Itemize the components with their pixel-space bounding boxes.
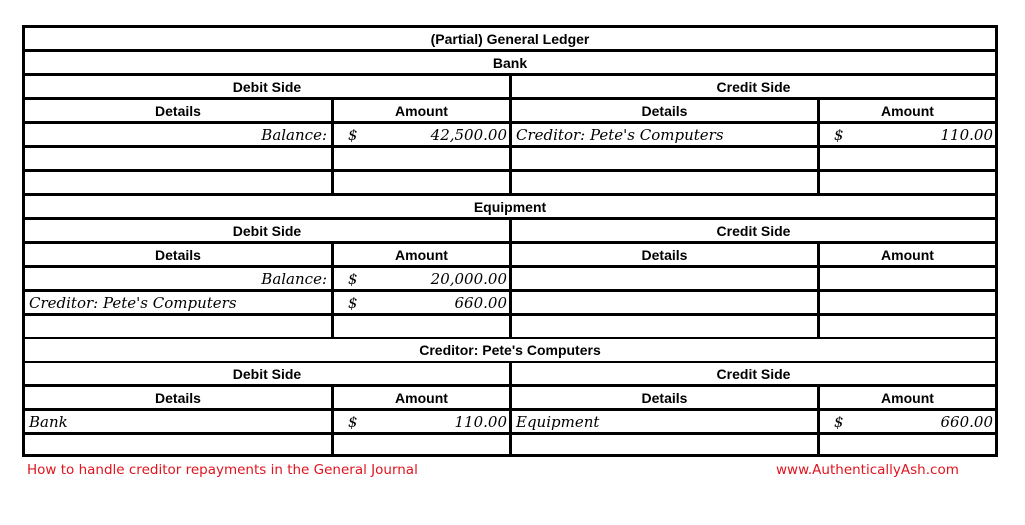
empty-cell xyxy=(334,435,509,454)
details-column-header: Details xyxy=(25,244,331,265)
ledger-title: (Partial) General Ledger xyxy=(25,28,995,49)
credit-entry-amount: 110.00 xyxy=(940,125,993,144)
currency-symbol: $ xyxy=(834,412,844,431)
debit-entry-amount-cell xyxy=(334,124,509,145)
currency-symbol: $ xyxy=(348,125,358,144)
empty-cell xyxy=(25,316,331,337)
credit-entry-amount: 660.00 xyxy=(940,412,993,431)
credit-entry-details: Creditor: Pete's Computers xyxy=(512,124,817,145)
empty-cell xyxy=(820,172,995,193)
credit-side-header: Credit Side xyxy=(512,220,995,241)
debit-entry-details: Creditor: Pete's Computers xyxy=(25,292,331,313)
currency-symbol: $ xyxy=(348,412,358,431)
empty-cell xyxy=(512,268,817,289)
account-title-creditor: Creditor: Pete's Computers xyxy=(25,339,995,361)
amount-column-header: Amount xyxy=(820,100,995,121)
account-title-bank: Bank xyxy=(25,52,995,73)
amount-column-header: Amount xyxy=(334,244,509,265)
empty-cell xyxy=(820,316,995,337)
empty-cell xyxy=(512,435,817,454)
debit-entry-amount: 20,000.00 xyxy=(430,269,507,288)
account-title-equipment: Equipment xyxy=(25,196,995,217)
debit-entry-amount: 42,500.00 xyxy=(430,125,507,144)
details-column-header: Details xyxy=(25,100,331,121)
details-column-header: Details xyxy=(25,387,331,408)
empty-cell xyxy=(512,148,817,169)
empty-cell xyxy=(334,148,509,169)
caption-text: How to handle creditor repayments in the General Journal xyxy=(27,462,418,478)
empty-cell xyxy=(334,172,509,193)
empty-cell xyxy=(512,292,817,313)
details-column-header: Details xyxy=(512,387,817,408)
empty-cell xyxy=(820,292,995,313)
credit-entry-amount-cell xyxy=(820,124,995,145)
credit-entry-details: Equipment xyxy=(512,411,817,432)
empty-cell xyxy=(820,435,995,454)
empty-cell xyxy=(512,316,817,337)
debit-entry-amount-cell xyxy=(334,411,509,432)
currency-symbol: $ xyxy=(348,293,358,312)
debit-entry-amount-cell xyxy=(334,268,509,289)
details-column-header: Details xyxy=(512,100,817,121)
credit-side-header: Credit Side xyxy=(512,363,995,384)
empty-cell xyxy=(512,172,817,193)
website-link[interactable]: www.AuthenticallyAsh.com xyxy=(776,462,959,478)
debit-entry-details: Balance: xyxy=(25,268,331,289)
empty-cell xyxy=(25,148,331,169)
empty-cell xyxy=(25,435,331,454)
amount-column-header: Amount xyxy=(334,100,509,121)
empty-cell xyxy=(25,172,331,193)
empty-cell xyxy=(334,316,509,337)
currency-symbol: $ xyxy=(348,269,358,288)
debit-entry-details: Bank xyxy=(25,411,331,432)
debit-side-header: Debit Side xyxy=(25,363,509,384)
details-column-header: Details xyxy=(512,244,817,265)
debit-entry-amount: 110.00 xyxy=(454,412,507,431)
debit-side-header: Debit Side xyxy=(25,220,509,241)
empty-cell xyxy=(820,268,995,289)
amount-column-header: Amount xyxy=(820,387,995,408)
credit-side-header: Credit Side xyxy=(512,76,995,97)
debit-entry-amount: 660.00 xyxy=(454,293,507,312)
debit-entry-amount-cell xyxy=(334,292,509,313)
amount-column-header: Amount xyxy=(820,244,995,265)
empty-cell xyxy=(820,148,995,169)
amount-column-header: Amount xyxy=(334,387,509,408)
general-ledger xyxy=(22,25,998,457)
credit-entry-amount-cell xyxy=(820,411,995,432)
debit-entry-details: Balance: xyxy=(25,124,331,145)
currency-symbol: $ xyxy=(834,125,844,144)
debit-side-header: Debit Side xyxy=(25,76,509,97)
